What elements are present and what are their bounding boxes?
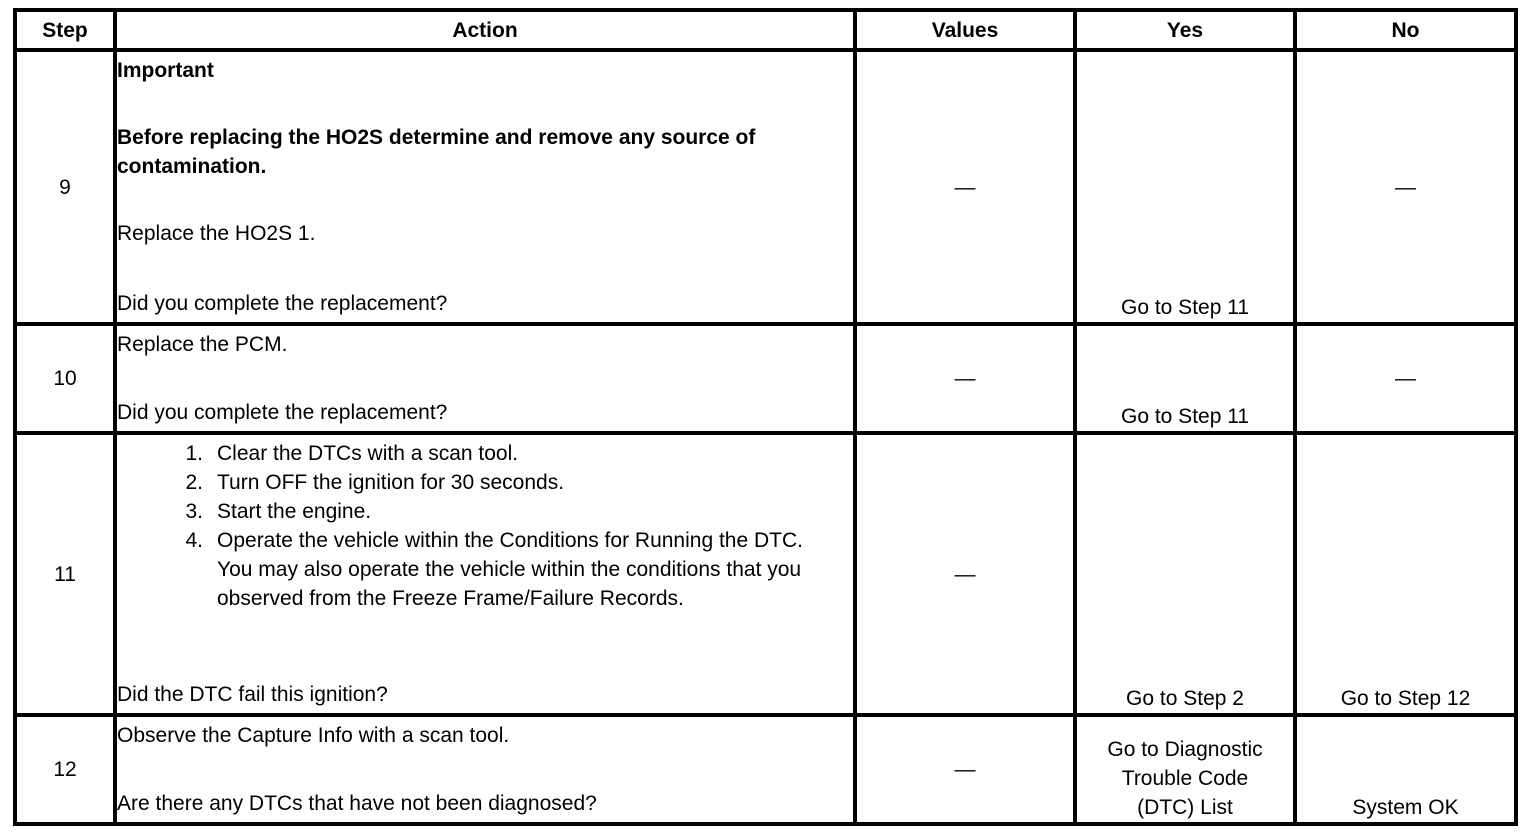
- diagnostic-table: [13, 8, 1518, 826]
- step-number: 11: [15, 433, 115, 715]
- list-item-text: Start the engine.: [217, 500, 372, 524]
- action-cell: [115, 50, 855, 324]
- step-number: 9: [15, 50, 115, 324]
- header-values: Values: [855, 10, 1075, 50]
- no-link[interactable]: Go to Step 12: [1295, 433, 1516, 715]
- no-cell: —: [1295, 50, 1516, 324]
- table-row-step-9: [15, 50, 1516, 324]
- list-item-text: Turn OFF the ignition for 30 seconds.: [217, 471, 565, 495]
- yes-link[interactable]: Go to Step 2: [1075, 433, 1295, 715]
- question-text: Did you complete the replacement?: [117, 401, 448, 425]
- header-row: [15, 10, 1516, 50]
- question-text: Are there any DTCs that have not been diagnosed?: [117, 792, 597, 815]
- important-label: Important: [117, 59, 214, 82]
- action-cell: [115, 433, 855, 715]
- list-item-number: 2.: [185, 471, 203, 495]
- list-item: [117, 526, 853, 613]
- list-item-text: Operate the vehicle within the Conditions for Running the DTC. You may also operate the vehicle within the conditions that you observed from the Freeze Frame/Failure Records.: [217, 529, 803, 611]
- action-text: Observe the Capture Info with a scan tool.: [117, 723, 510, 747]
- values-cell: —: [855, 715, 1075, 824]
- list-item: [117, 439, 853, 468]
- values-cell: —: [855, 50, 1075, 324]
- yes-link[interactable]: Go to Step 11: [1075, 50, 1295, 324]
- yes-link[interactable]: Go to Diagnostic Trouble Code (DTC) List: [1075, 715, 1295, 824]
- header-step: Step: [15, 10, 115, 50]
- action-text: Replace the PCM.: [117, 333, 288, 357]
- question-text: Did you complete the replacement?: [117, 292, 448, 316]
- list-item-number: 3.: [185, 500, 203, 524]
- step-number: 10: [15, 324, 115, 433]
- action-cell: [115, 324, 855, 433]
- table-row-step-10: [15, 324, 1516, 433]
- header-no: No: [1295, 10, 1516, 50]
- action-cell: [115, 715, 855, 824]
- header-action: Action: [115, 10, 855, 50]
- action-text: Replace the HO2S 1.: [117, 222, 316, 245]
- table-row-step-11: [15, 433, 1516, 715]
- list-item: [117, 497, 853, 526]
- question-text: Did the DTC fail this ignition?: [117, 682, 388, 706]
- list-item-number: 4.: [185, 529, 203, 553]
- values-cell: —: [855, 433, 1075, 715]
- list-item: [117, 468, 853, 497]
- table-row-step-12: [15, 715, 1516, 824]
- header-yes: Yes: [1075, 10, 1295, 50]
- no-cell: System OK: [1295, 715, 1516, 824]
- list-item-number: 1.: [185, 442, 203, 466]
- important-text: Before replacing the HO2S determine and remove any source of contamination.: [117, 126, 756, 178]
- values-cell: —: [855, 324, 1075, 433]
- no-cell: —: [1295, 324, 1516, 433]
- list-item-text: Clear the DTCs with a scan tool.: [217, 442, 519, 466]
- yes-link[interactable]: Go to Step 11: [1075, 324, 1295, 433]
- procedure-list: [117, 439, 853, 613]
- step-number: 12: [15, 715, 115, 824]
